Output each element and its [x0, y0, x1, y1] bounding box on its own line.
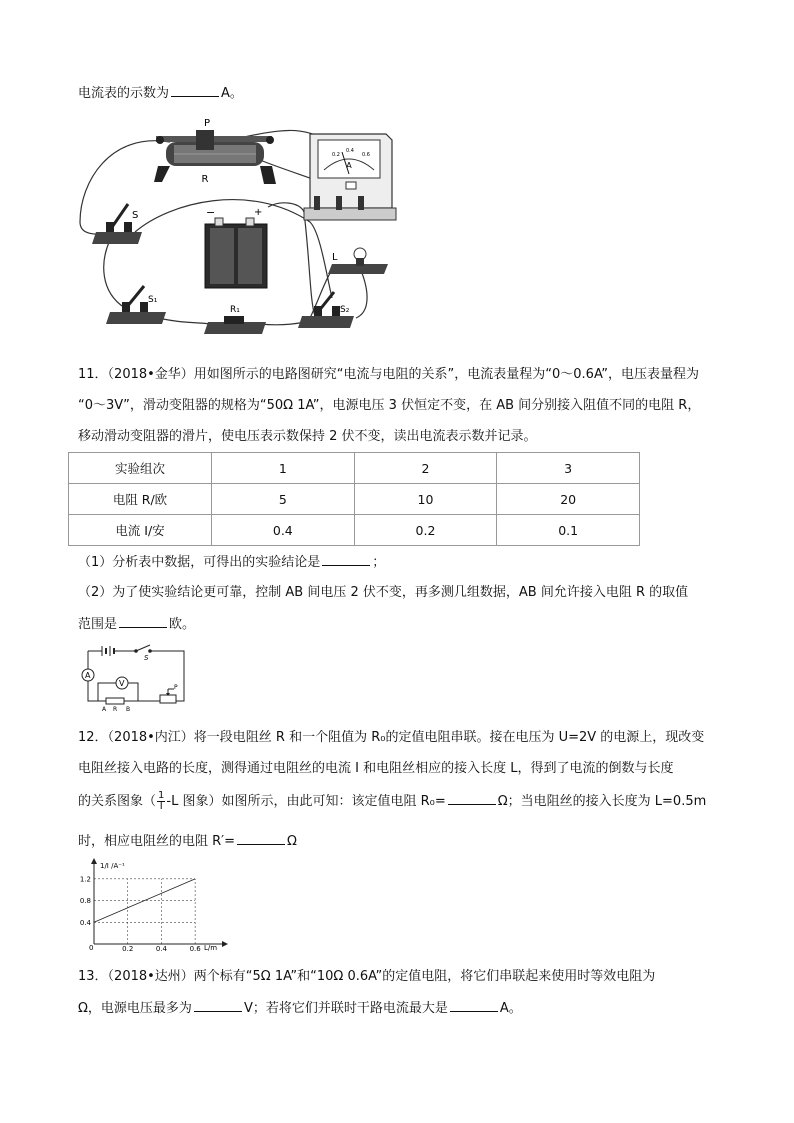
- label-S1: S₁: [148, 295, 158, 305]
- answer-blank[interactable]: [448, 792, 496, 805]
- q13-line2: [78, 999, 522, 1018]
- q11-data-table: [68, 452, 640, 546]
- table-cell: 0.4: [212, 515, 355, 546]
- q11-line2: “0～3V”，滑动变阻器的规格为“50Ω 1A”，电源电压 3 伏恒定不变，在 AB 间分别接入阻值不同的电阻 R，: [78, 398, 701, 413]
- fraction-1-over-I: [157, 791, 165, 812]
- apparatus-figure: [70, 112, 410, 344]
- y-axis-arrow: [91, 858, 97, 864]
- y-tick-label: 1.2: [79, 875, 91, 884]
- meter-scale-3: 0.6: [362, 152, 370, 158]
- rheostat-image: [154, 118, 276, 185]
- point-B-label: B: [126, 706, 131, 713]
- q12-line4-end: Ω: [287, 834, 297, 849]
- switch-S2-image: [298, 292, 354, 328]
- q12-line3: [78, 791, 706, 812]
- switch-S1-image: [106, 286, 166, 324]
- label-R1: R₁: [230, 305, 240, 315]
- table-row: [69, 484, 640, 515]
- answer-blank[interactable]: [322, 553, 370, 566]
- q13-line2-c: A。: [499, 1001, 522, 1016]
- x-tick-label: 0.2: [122, 945, 134, 952]
- table-cell: 0.1: [497, 515, 640, 546]
- meter-scale-2: 0.4: [346, 148, 354, 154]
- q12-line3-c: Ω；当电阻丝的接入长度为 L=0.5m: [497, 794, 707, 809]
- q12-line1: 12．（2018•内江）将一段电阻丝 R 和一个阻值为 R₀的定值电阻串联。接在电压为 U=2V 的电源上，现改变: [78, 730, 705, 745]
- q11-sub2-line2: [78, 615, 195, 634]
- label-S: S: [132, 210, 139, 221]
- q12-line4-text: 时，相应电阻丝的电阻 R′=: [78, 834, 236, 849]
- battery-minus-label: −: [206, 206, 216, 219]
- meter-label: A: [346, 161, 352, 170]
- x-axis-arrow: [222, 941, 228, 947]
- battery-plus-label: +: [254, 207, 263, 218]
- label-R: R: [201, 174, 209, 185]
- lamp-L-image: [328, 248, 388, 274]
- x-axis-label: L/m: [204, 944, 218, 952]
- label-S2: S₂: [340, 305, 350, 315]
- table-row: [69, 453, 640, 484]
- q10-answer-line: [78, 84, 243, 103]
- ammeter-symbol: A: [85, 671, 91, 680]
- fraction-denominator: I: [159, 801, 163, 812]
- table-cell: 1: [212, 453, 355, 484]
- table-cell: 2: [354, 453, 497, 484]
- q13-line2-b: V；若将它们并联时干路电流最大是: [243, 1001, 448, 1016]
- q11-sub2-end: 欧。: [169, 617, 196, 632]
- q13-line2-a: Ω，电源电压最多为: [78, 1001, 192, 1016]
- switch-label: S: [144, 654, 149, 662]
- q12-line4: [78, 832, 297, 851]
- answer-blank[interactable]: [194, 999, 242, 1012]
- q12-line3-a: 的关系图象（: [78, 794, 157, 809]
- table-cell: 10: [354, 484, 497, 515]
- q12-line-graph: [72, 858, 232, 952]
- table-cell: 电阻 R/欧: [69, 484, 212, 515]
- table-cell: 电流 I/安: [69, 515, 212, 546]
- resistor-R-label: R: [113, 706, 118, 713]
- fraction-numerator: 1: [158, 790, 165, 801]
- table-cell: 5: [212, 484, 355, 515]
- q10-text-end: A。: [221, 86, 243, 101]
- q11-sub1: [78, 553, 385, 572]
- q11-sub2-text: 范围是: [78, 617, 118, 632]
- voltmeter-symbol: V: [119, 679, 125, 688]
- table-cell: 实验组次: [69, 453, 212, 484]
- answer-blank[interactable]: [119, 615, 167, 628]
- label-L: L: [332, 252, 338, 263]
- slider-P-label: P: [174, 684, 178, 691]
- q12-line2: 电阻丝接入电路的长度，测得通过电阻丝的电流 I 和电阻丝相应的接入长度 L，得到了电流的倒数与长度: [78, 761, 674, 776]
- y-tick-label: 0.4: [79, 918, 91, 927]
- y-tick-label: 0.8: [79, 897, 91, 906]
- label-P: P: [203, 118, 211, 129]
- meter-scale-1: 0.2: [332, 152, 340, 158]
- x-tick-label: 0.6: [189, 945, 201, 952]
- table-cell: 3: [497, 453, 640, 484]
- table-row: [69, 515, 640, 546]
- q11-line1: 11．（2018•金华）用如图所示的电路图研究“电流与电阻的关系”，电流表量程为“0～0.6A”，电压表量程为: [78, 367, 699, 382]
- q11-circuit-diagram: [76, 643, 188, 713]
- answer-blank[interactable]: [450, 999, 498, 1012]
- resistor-R1-image: [204, 305, 266, 334]
- q11-sub2-line1: （2）为了使实验结论更可靠，控制 AB 间电压 2 伏不变，再多测几组数据，AB 间允许接入电阻 R 的取值: [78, 585, 689, 600]
- switch-S-image: [92, 204, 142, 244]
- x-tick-label: 0.4: [155, 945, 167, 952]
- q11-sub1-text: （1）分析表中数据，可得出的实验结论是: [78, 555, 321, 570]
- table-cell: 20: [497, 484, 640, 515]
- answer-blank[interactable]: [171, 84, 219, 97]
- q12-line3-b: -L 图象）如图所示，由此可知：该定值电阻 R₀=: [166, 794, 446, 809]
- y-axis-label: 1/I /A⁻¹: [100, 862, 125, 870]
- graph-grid: [94, 879, 195, 944]
- q10-text: 电流表的示数为: [78, 86, 170, 101]
- origin-label: 0: [89, 944, 94, 952]
- q13-line1: 13．（2018•达州）两个标有“5Ω 1A”和“10Ω 0.6A”的定值电阻，将它们串联起来使用时等效电阻为: [78, 969, 656, 984]
- ammeter-image: [304, 134, 396, 220]
- table-cell: 0.2: [354, 515, 497, 546]
- answer-blank[interactable]: [237, 832, 285, 845]
- q11-sub1-end: ；: [372, 555, 386, 570]
- point-A-label: A: [102, 706, 107, 713]
- battery-image: [205, 206, 267, 288]
- q11-line3: 移动滑动变阻器的滑片，使电压表示数保持 2 伏不变，读出电流表示数并记录。: [78, 429, 537, 444]
